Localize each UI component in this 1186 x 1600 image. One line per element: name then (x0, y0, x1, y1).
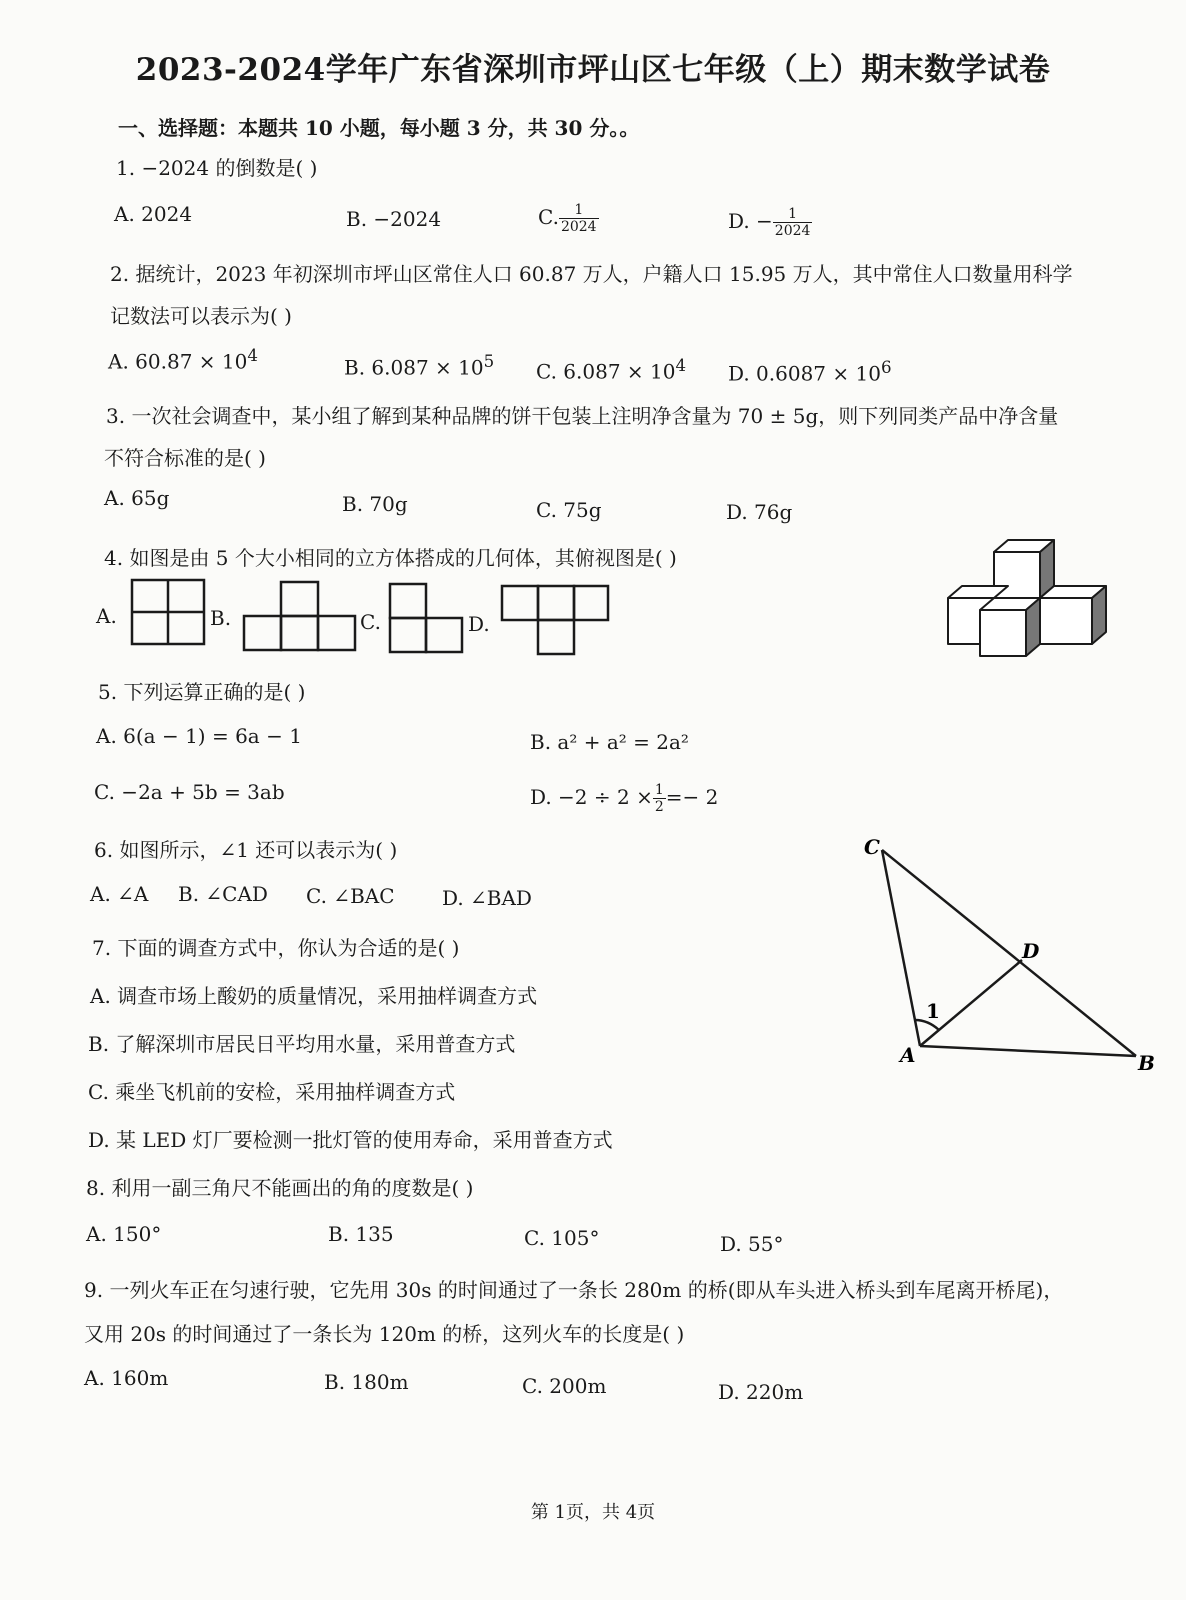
q2-option-c (536, 356, 686, 384)
label-d: D (1022, 939, 1040, 963)
q2-c-base: C. 6.087 × 10 (536, 359, 676, 384)
q7-option-b: B. 了解深圳市居民日平均用水量，采用普查方式 (88, 1032, 516, 1056)
question-6-stem: 6. 如图所示，∠1 还可以表示为( ) (94, 838, 398, 862)
label-angle-1: 1 (926, 999, 940, 1023)
q7-option-d: D. 某 LED 灯厂要检测一批灯管的使用寿命，采用普查方式 (88, 1128, 613, 1152)
q8-option-b: B. 135 (328, 1222, 394, 1246)
question-1-stem: 1. −2024 的倒数是( ) (116, 156, 318, 180)
q4-option-b-figure (242, 578, 360, 652)
question-9-stem-line1: 9. 一列火车正在匀速行驶，它先用 30s 的时间通过了一条长 280m 的桥(即从车头进入桥头到车尾离开桥尾)， (84, 1278, 1064, 1302)
q5-option-d (530, 782, 718, 815)
q4-option-a-figure (130, 578, 210, 650)
q4-option-c-figure (388, 580, 466, 654)
q2-option-a (108, 346, 258, 374)
segment-ab (920, 1046, 1136, 1056)
question-5-stem: 5. 下列运算正确的是( ) (98, 680, 306, 704)
question-8-stem: 8. 利用一副三角尺不能画出的角的度数是( ) (86, 1176, 474, 1200)
q8-option-c: C. 105° (524, 1226, 600, 1250)
q9-option-a: A. 160m (84, 1366, 169, 1390)
label-a: A (900, 1043, 916, 1067)
q1-d-numerator: 1 (773, 206, 813, 223)
q8-option-a: A. 150° (86, 1222, 162, 1246)
q3-option-d: D. 76g (726, 500, 793, 524)
segment-cb (882, 850, 1136, 1056)
q1-option-c-fraction (559, 202, 599, 235)
q9-option-d: D. 220m (718, 1380, 804, 1404)
q5-option-c: C. −2a + 5b = 3ab (94, 780, 285, 804)
question-3-stem-line2: 不符合标准的是( ) (104, 446, 266, 470)
q5-option-a: A. 6(a − 1) = 6a − 1 (96, 724, 302, 748)
q2-d-base: D. 0.6087 × 10 (728, 361, 881, 386)
q2-b-base: B. 6.087 × 10 (344, 355, 484, 380)
question-4-stem: 4. 如图是由 5 个大小相同的立方体搭成的几何体，其俯视图是( ) (104, 546, 677, 570)
q6-triangle-figure (860, 834, 1160, 1084)
q6-option-c: C. ∠BAC (306, 884, 395, 908)
q2-b-exponent: 5 (483, 352, 495, 371)
q1-option-a: A. 2024 (114, 202, 193, 226)
segment-ca (882, 850, 920, 1046)
q1-option-c (538, 202, 599, 235)
q9-option-b: B. 180m (324, 1370, 409, 1394)
q6-option-b: B. ∠CAD (178, 882, 268, 906)
q2-a-base: A. 60.87 × 10 (108, 349, 248, 374)
q1-c-numerator: 1 (559, 202, 599, 219)
q4-option-d-figure (500, 582, 612, 658)
q5-d-denominator: 2 (654, 799, 664, 815)
question-7-stem: 7. 下面的调查方式中，你认为合适的是( ) (92, 936, 460, 960)
q1-option-c-prefix: C. (538, 205, 559, 229)
q5-d-fraction (653, 782, 666, 815)
q7-option-c: C. 乘坐飞机前的安检，采用抽样调查方式 (88, 1080, 456, 1104)
q5-d-suffix: =− 2 (665, 785, 719, 809)
q1-option-b: B. −2024 (346, 207, 442, 231)
q3-option-b: B. 70g (342, 492, 408, 516)
q5-d-numerator: 1 (654, 782, 664, 798)
q4-option-b-label: B. (210, 606, 232, 630)
question-2-stem-line2: 记数法可以表示为( ) (110, 304, 292, 328)
q1-option-d-fraction (773, 206, 813, 239)
q1-d-denominator: 2024 (774, 223, 811, 239)
q4-option-d-label: D. (468, 612, 490, 636)
q4-option-a-label: A. (96, 604, 117, 628)
q5-option-b: B. a² + a² = 2a² (530, 730, 689, 754)
label-b: B (1138, 1051, 1155, 1075)
q4-option-c-label: C. (360, 610, 381, 634)
q2-a-exponent: 4 (247, 346, 258, 365)
section-heading-choice: 一、选择题：本题共 10 小题，每小题 3 分，共 30 分。。 (118, 116, 640, 140)
q2-option-d (728, 358, 892, 386)
q1-c-denominator: 2024 (560, 219, 597, 235)
q6-option-d: D. ∠BAD (442, 886, 532, 910)
question-2-stem-line1: 2. 据统计，2023 年初深圳市坪山区常住人口 60.87 万人，户籍人口 15.95 万人，其中常住人口数量用科学 (110, 262, 1073, 286)
label-c: C (864, 835, 880, 859)
q4-cube-solid-figure (944, 538, 1114, 662)
q3-option-a: A. 65g (104, 486, 170, 510)
q6-option-a: A. ∠A (90, 882, 149, 906)
q9-option-c: C. 200m (522, 1374, 607, 1398)
q1-option-d (728, 206, 812, 239)
q7-option-a: A. 调查市场上酸奶的质量情况，采用抽样调查方式 (90, 984, 538, 1008)
q1-option-d-prefix: D. − (728, 209, 773, 233)
q2-option-b (344, 352, 494, 380)
q8-option-d: D. 55° (720, 1232, 784, 1256)
page-footer: 第 1页，共 4页 (530, 1502, 656, 1523)
q2-d-exponent: 6 (880, 358, 892, 377)
question-3-stem-line1: 3. 一次社会调查中，某小组了解到某种品牌的饼干包装上注明净含量为 70 ± 5g，则下列同类产品中净含量 (106, 404, 1059, 428)
question-9-stem-line2: 又用 20s 的时间通过了一条长为 120m 的桥，这列火车的长度是( ) (84, 1322, 685, 1346)
exam-title: 2023-2024学年广东省深圳市坪山区七年级（上）期末数学试卷 (135, 52, 1051, 88)
q3-option-c: C. 75g (536, 498, 602, 522)
q5-d-prefix: D. −2 ÷ 2 × (530, 785, 653, 809)
q2-c-exponent: 4 (675, 356, 687, 375)
